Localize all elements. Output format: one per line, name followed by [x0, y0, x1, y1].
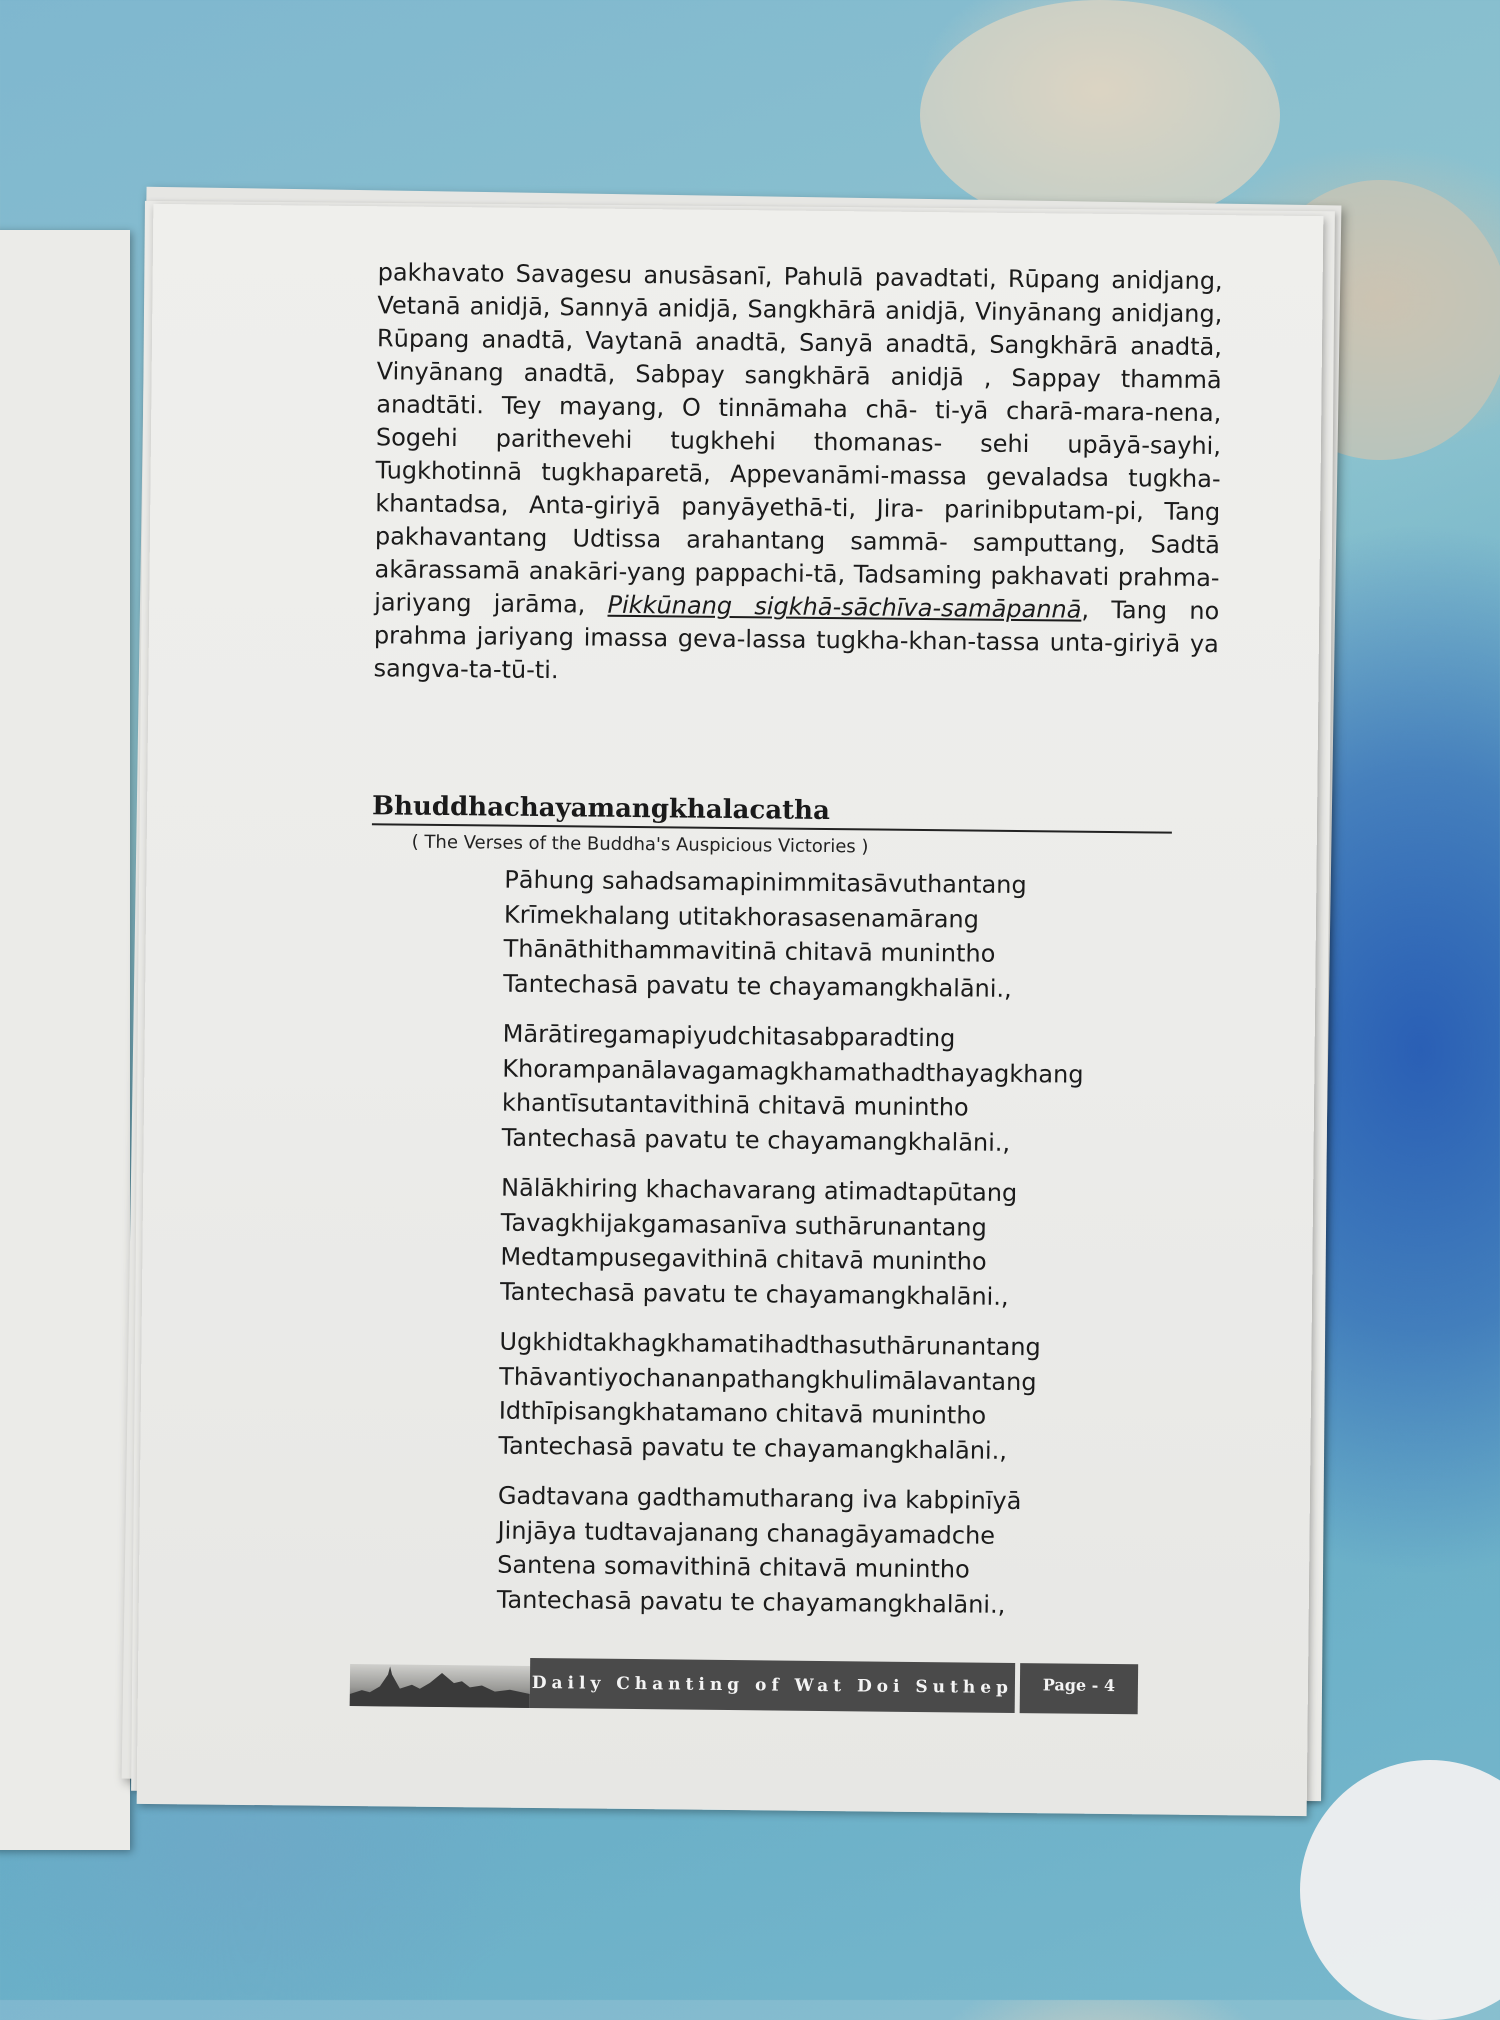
fabric-pattern: [920, 0, 1280, 230]
verse-stanza: [497, 1479, 1218, 1625]
paragraph-tail: , Tang no prahma jariyang imassa geva-lassa tugkha-khan-tassa unta-giriyā ya sangva-ta-tū-ti.: [373, 595, 1220, 685]
verse-line: Krīmekhalang utitakhorasasenamārang: [503, 900, 980, 934]
paragraph-line: sehi upāyā-sayhi, Tugkhotinnā tugkhaparetā, Appevanāmi-massa: [375, 429, 1222, 491]
verse-line: Tantechasā pavatu te chayamangkhalāni.,: [498, 1431, 1008, 1465]
paragraph-line: parinibputam-pi, Tang pakhavantang Udtissa arahantang sammā-: [374, 495, 1221, 557]
chant-paragraph: [373, 256, 1222, 694]
verse-stanza: [501, 1017, 1222, 1163]
section-subtitle: ( The Verses of the Buddha's Auspicious Victories ): [411, 831, 869, 858]
verse-stanza: [498, 1325, 1219, 1471]
verse-line: Ugkhidtakhagkhamatihadthasuthārunantang: [499, 1327, 1041, 1362]
verse-stanza: [503, 863, 1224, 1009]
verse-line: Tantechasā pavatu te chayamangkhalāni.,: [496, 1585, 1006, 1619]
verses-block: [496, 863, 1224, 1640]
paragraph-line: ti-yā charā-mara-nena, Sogehi parithevehi tugkhehi thomanas-: [375, 396, 1222, 458]
verse-line: khantīsutantavithinā chitavā munintho: [501, 1088, 969, 1122]
fabric-pattern: [1300, 1760, 1500, 2020]
verse-line: Thāvantiyochananpathangkhulimālavantang: [499, 1362, 1037, 1396]
paragraph-line: anidjā , Sappay thammā anadtāti. Tey mayang, O tinnāmaha chā-: [376, 362, 1222, 425]
verse-line: Tantechasā pavatu te chayamangkhalāni.,: [501, 1123, 1011, 1157]
paragraph-line: anadtā, Sangkhārā anadtā, Vinyānang anadtā, Sabpay sangkhārā: [376, 329, 1223, 391]
verse-line: Santena somavithinā chitavā munintho: [497, 1550, 970, 1584]
adjacent-page: [0, 230, 130, 1850]
temple-silhouette-image: [350, 1664, 530, 1708]
page-footer: [350, 1656, 1150, 1714]
verse-line: Nālākhiring khachavarang atimadtapūtang: [500, 1173, 1018, 1208]
verse-line: Tavagkhijakgamasanīva suthārunantang: [500, 1208, 987, 1242]
verse-line: Tantechasā pavatu te chayamangkhalāni.,: [503, 969, 1012, 1003]
footer-title: Daily Chanting of Wat Doi Suthep: [530, 1658, 1015, 1713]
paragraph-line: gevaladsa tugkha-khantadsa, Anta-giriyā panyāyethā-ti, Jira-: [375, 462, 1221, 524]
document-page: [137, 204, 1324, 1816]
verse-line: Khorampanālavagamagkhamathadthayagkhang: [502, 1054, 1084, 1089]
verse-line: Jinjāya tudtavajanang chanagāyamadche: [497, 1516, 996, 1550]
paragraph-line: pakhavato Savagesu anusāsanī, Pahulā pavadtati, Rūpang: [377, 258, 1112, 294]
paragraph-line: Tadsaming pakhavati prahma-jariyang jarāma,: [374, 560, 1220, 619]
underlined-phrase: Pikkūnang sigkhā-sāchīva-samāpannā: [607, 590, 1082, 624]
verse-line: Pāhung sahadsamapinimmitasāvuthantang: [504, 865, 1027, 900]
verse-line: Idthīpisangkhatamano chitavā munintho: [498, 1396, 987, 1430]
section-title: Bhuddhachayamangkhalacatha: [372, 791, 1172, 833]
verse-line: Medtampusegavithinā chitavā munintho: [500, 1242, 987, 1276]
verse-line: Mārātiregamapiyudchitasabparadting: [502, 1019, 956, 1053]
verse-line: Tantechasā pavatu te chayamangkhalāni.,: [499, 1277, 1009, 1311]
page-number: Page - 4: [1020, 1663, 1139, 1714]
verse-stanza: [500, 1171, 1221, 1317]
verse-line: Gadtavana gadthamutharang iva kabpinīyā: [497, 1481, 1022, 1516]
paragraph-line: samputtang, Sadtā akārassamā anakāri-yang pappachi-tā,: [374, 528, 1221, 589]
paragraph-line: anidjang, Vetanā anidjā, Sannyā anidjā, Sangkhārā anidjā,: [377, 265, 1223, 326]
paragraph-line: Vinyānang anidjang, Rūpang anadtā, Vaytanā anadtā, Sanyā: [376, 297, 1223, 358]
verse-line: Thānāthithammavitinā chitavā munintho: [503, 934, 996, 968]
